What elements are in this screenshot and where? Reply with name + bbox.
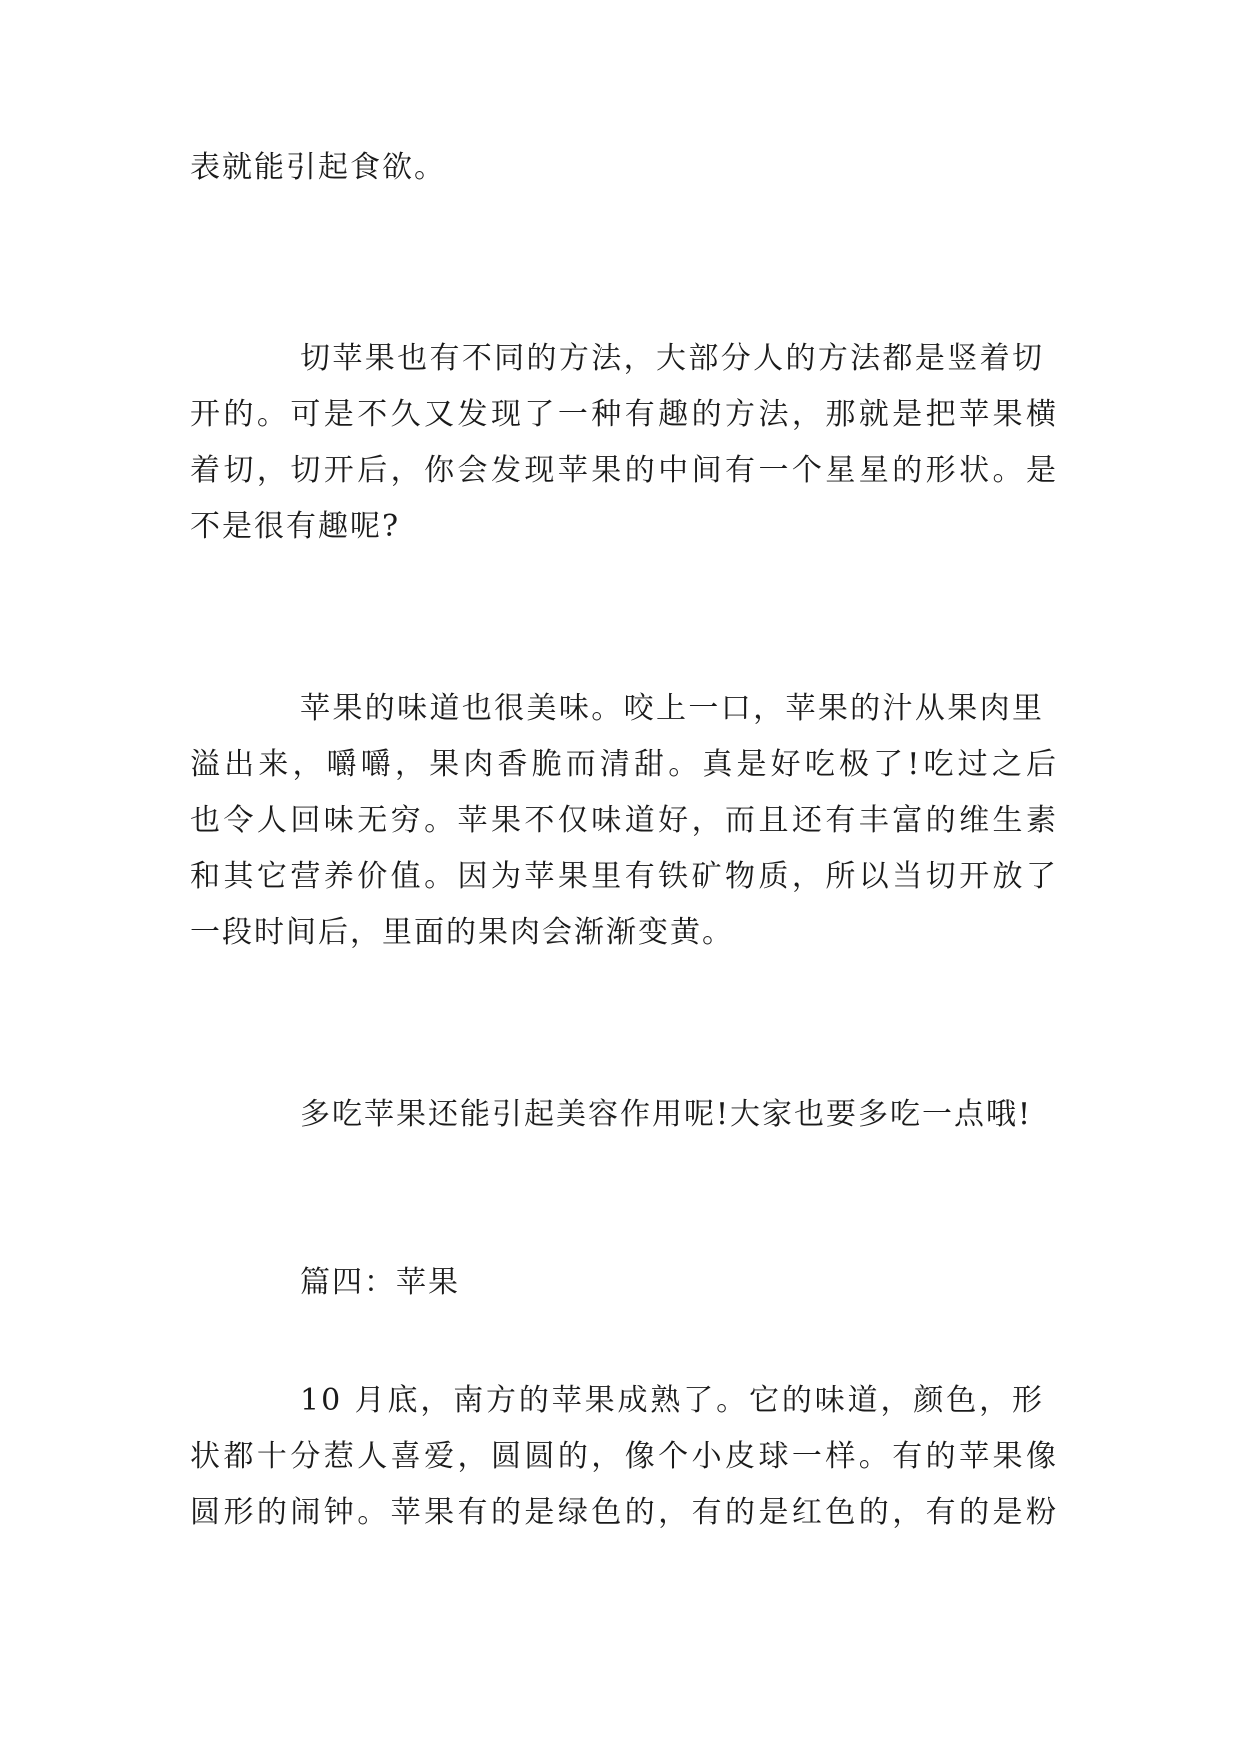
paragraph-line: 也令人回味无穷。苹果不仅味道好，而且还有丰富的维生素 <box>190 803 1058 838</box>
paragraph-line: 和其它营养价值。因为苹果里有铁矿物质，所以当切开放了 <box>190 859 1058 894</box>
paragraph-line: 苹果的味道也很美味。咬上一口，苹果的汁从果肉里 <box>300 691 1044 726</box>
paragraph-line: 一段时间后，里面的果肉会渐渐变黄。 <box>190 915 734 950</box>
paragraph-line: 状都十分惹人喜爱，圆圆的，像个小皮球一样。有的苹果像 <box>190 1439 1058 1474</box>
paragraph-line: 10 月底，南方的苹果成熟了。它的味道，颜色，形 <box>300 1383 1044 1418</box>
paragraph-line: 圆形的闹钟。苹果有的是绿色的，有的是红色的，有的是粉 <box>190 1495 1058 1530</box>
paragraph-line: 溢出来，嚼嚼，果肉香脆而清甜。真是好吃极了!吃过之后 <box>190 747 1058 782</box>
paragraph-line: 不是很有趣呢? <box>190 509 401 544</box>
section-heading: 篇四：苹果 <box>300 1265 460 1300</box>
paragraph-line: 多吃苹果还能引起美容作用呢!大家也要多吃一点哦! <box>300 1097 1033 1132</box>
paragraph-line: 着切，切开后，你会发现苹果的中间有一个星星的形状。是 <box>190 453 1058 488</box>
paragraph-line: 切苹果也有不同的方法，大部分人的方法都是竖着切 <box>300 341 1044 376</box>
paragraph-line: 开的。可是不久又发现了一种有趣的方法，那就是把苹果横 <box>190 397 1058 432</box>
paragraph-line: 表就能引起食欲。 <box>190 150 446 185</box>
